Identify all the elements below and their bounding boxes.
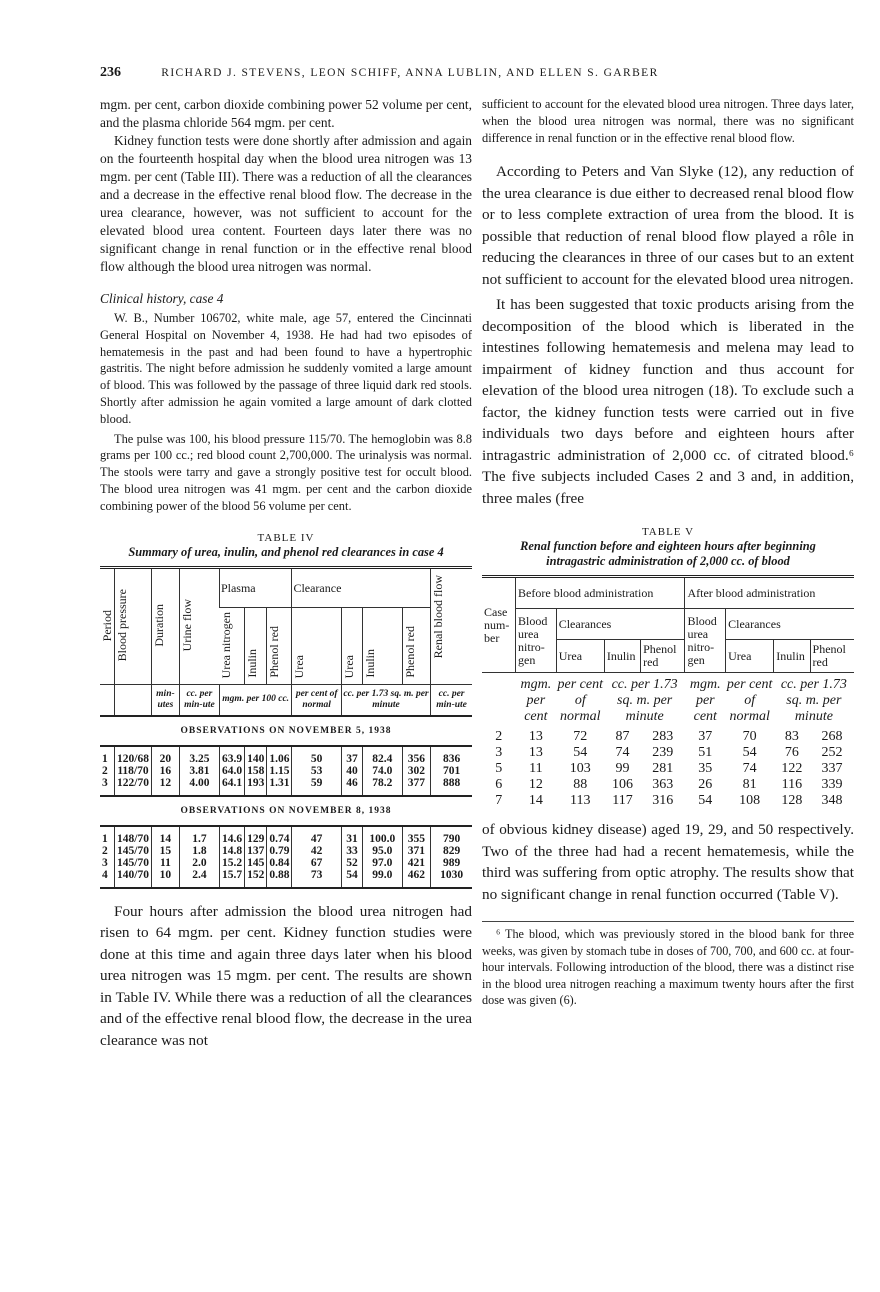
left-column <box>100 96 472 1051</box>
table-cell: 12 <box>151 777 179 796</box>
table-cell: 73 <box>292 869 341 888</box>
col-header: Urea <box>292 654 307 678</box>
table-cell: 13 <box>528 729 543 744</box>
paragraph: mgm. per cent, carbon dioxide combining power 52 volume per cent, and the plasma chloride 564 mgm. per cent. <box>100 97 472 130</box>
unit: per cent of normal <box>557 677 603 724</box>
table-cell: 88 <box>573 777 588 792</box>
table-cell: 78.2 <box>363 777 403 796</box>
table-cell: 46 <box>341 777 362 796</box>
table-cell: 2 <box>102 764 108 777</box>
table-cell: 54 <box>742 745 757 760</box>
table-cell: 54 <box>573 745 588 760</box>
table-cell: 355 <box>402 826 431 845</box>
table-cell: 40 <box>341 765 362 777</box>
section-title: OBSERVATIONS ON NOVEMBER 8, 1938 <box>100 796 472 826</box>
table-cell: 108 <box>739 793 761 808</box>
table-cell: 989 <box>431 857 472 869</box>
unit: cc. per 1.73 sq. m. per minute <box>611 677 678 724</box>
table-cell: 15 <box>151 845 179 857</box>
table-cell: 37 <box>698 729 713 744</box>
table-cell: 11 <box>529 761 543 776</box>
table-cell: 76 <box>784 745 799 760</box>
table-cell: 2.0 <box>179 857 219 869</box>
table-cell: 3 <box>495 745 503 760</box>
table-cell: 0.79 <box>267 845 292 857</box>
table-cell: 3.25 <box>179 746 219 765</box>
table-cell: 1.06 <box>267 746 292 765</box>
table-cell: 145/70 <box>115 845 152 857</box>
table-cell: 74.0 <box>363 765 403 777</box>
table-cell: 118/70 <box>115 765 152 777</box>
col-header: Inulin <box>245 649 260 678</box>
table-cell: 74 <box>742 761 757 776</box>
table-cell: 0.74 <box>267 826 292 845</box>
group-before: Before blood administration <box>516 577 685 609</box>
page-number: 236 <box>100 65 121 80</box>
table-cell: 67 <box>292 857 341 869</box>
table-cell: 421 <box>402 857 431 869</box>
table-cell: 790 <box>431 826 472 845</box>
col-header: Inulin <box>774 640 810 673</box>
table-cell: 97.0 <box>363 857 403 869</box>
table-cell: 99 <box>615 761 630 776</box>
table-cell: 95.0 <box>363 845 403 857</box>
table-cell: 122 <box>781 761 803 776</box>
table-cell: 117 <box>612 793 633 808</box>
table-cell: 3 <box>102 856 108 869</box>
table-row <box>482 745 854 761</box>
paragraph: W. B., Number 106702, white male, age 57, entered the Cincinnati General Hospital on November 4, 1938. He had had two episodes of hematemesis in the past and had been found to have a hypertrophic gastritis. The night before admission he suddenly vomited a large amount of blood. This was followed by the passage of three liquid dark red stools. Shortly after admission he again vomited a large amount of dark clotted blood. <box>100 311 472 426</box>
table-cell: 3.81 <box>179 765 219 777</box>
table-cell: 70 <box>742 729 757 744</box>
table-cell: 137 <box>245 845 267 857</box>
unit: cc. per 1.73 sq. m. per minute <box>341 684 430 716</box>
table-cell: 59 <box>292 777 341 796</box>
table-cell: 53 <box>292 765 341 777</box>
table-cell: 14.6 <box>219 826 244 845</box>
table-row <box>100 869 472 888</box>
page-body <box>100 96 855 1051</box>
table-cell: 140 <box>245 746 267 765</box>
table-cell: 836 <box>431 746 472 765</box>
paragraph: of obvious kidney disease) aged 19, 29, and 50 respectively. Two of the three had had a recent hematemesis, while the third was suffering from optic atrophy. The results show that no significant change in renal function occurred (Table V). <box>482 821 854 903</box>
table-row <box>100 765 472 777</box>
col-header: Urea <box>726 640 774 673</box>
table-row <box>482 729 854 745</box>
table-cell: 42 <box>292 845 341 857</box>
table-cell: 0.84 <box>267 857 292 869</box>
col-header: Inulin <box>604 640 640 673</box>
table-cell: 15.7 <box>219 869 244 888</box>
footnote-text: ⁶ The blood, which was previously stored in the blood bank for three weeks, was given by stomach tube in doses of 700, 700, and 600 cc. at four-hour intervals. Following introduction of the blood, there was a distinct rise in the blood urea nitrogen reaching a maximum twenty hours after the first dose was given (6). <box>482 927 854 1008</box>
table-cell: 14 <box>528 793 543 808</box>
col-header: Phenol red <box>267 626 282 678</box>
table-cell: 239 <box>652 745 674 760</box>
footnote <box>482 921 854 1009</box>
table-cell: 1.7 <box>179 826 219 845</box>
table-cell: 371 <box>402 845 431 857</box>
table-cell: 11 <box>151 857 179 869</box>
table-row <box>100 857 472 869</box>
col-header: Phenol red <box>402 626 417 678</box>
table-cell: 145/70 <box>115 857 152 869</box>
col-header: Period <box>100 609 114 641</box>
col-header: Phenol red <box>810 640 854 673</box>
table-cell: 2 <box>495 729 503 744</box>
table-cell: 51 <box>698 745 713 760</box>
table-cell: 83 <box>784 729 799 744</box>
col-header: Blood urea nitro-gen <box>516 609 557 673</box>
table-cell: 72 <box>573 729 588 744</box>
table-cell: 829 <box>431 845 472 857</box>
table-cell: 701 <box>431 765 472 777</box>
unit: cc. per min-ute <box>431 684 472 716</box>
paragraph: Kidney function tests were done shortly after admission and again on the fourteenth hospital day when the blood urea nitrogen was 13 mgm. per cent (Table III). There was a reduction of all the clearances and a decrease in the effective renal blood flow. The decrease in the urea clearance, however, was not sufficient to account for the elevated blood urea content. Fourteen days later there was no significant change in renal function or in the effective renal blood flow although the blood urea nitrogen was normal. <box>100 133 472 274</box>
table-cell: 4 <box>102 868 108 881</box>
table-cell: 82.4 <box>363 746 403 765</box>
subheading: Clinical history, case 4 <box>100 291 224 306</box>
group-clearance: Clearance <box>292 567 431 607</box>
table-cell: 103 <box>569 761 591 776</box>
col-header: Renal blood flow <box>431 574 446 658</box>
table5-caption <box>482 525 854 569</box>
table-cell: 20 <box>151 746 179 765</box>
table-cell: 99.0 <box>363 869 403 888</box>
table-cell: 268 <box>821 729 843 744</box>
table-cell: 4.00 <box>179 777 219 796</box>
table-cell: 888 <box>431 777 472 796</box>
paragraph: It has been suggested that toxic products arising from the decomposition of the blood which is liberated in the intestines following hematemesis and melena may lead to impairment of kidney function and thus account for elevation of the blood urea nitrogen (18). To exclude such a factor, the kidney function tests were carried out in five individuals two days before and eighteen hours after intragastric administration of 2,000 cc. of citrated blood.⁶ The five subjects included Cases 2 and 3 and, in addition, three males (free <box>482 296 854 507</box>
table-row <box>100 777 472 796</box>
authors: RICHARD J. STEVENS, LEON SCHIFF, ANNA LUBLIN, AND ELLEN S. GARBER <box>161 67 659 79</box>
table-cell: 54 <box>698 793 713 808</box>
table-title: Summary of urea, inulin, and phenol red clearances in case 4 <box>128 544 444 559</box>
table-row <box>482 793 854 809</box>
table-cell: 2 <box>102 844 108 857</box>
unit: per cent of normal <box>726 677 773 724</box>
table-cell: 63.9 <box>219 746 244 765</box>
table-cell: 5 <box>495 761 503 776</box>
table-row <box>100 845 472 857</box>
table-cell: 7 <box>495 793 503 808</box>
table-cell: 158 <box>245 765 267 777</box>
table-cell: 13 <box>528 745 543 760</box>
table-cell: 193 <box>245 777 267 796</box>
table-cell: 1 <box>102 832 108 845</box>
table-cell: 140/70 <box>115 869 152 888</box>
table-cell: 64.0 <box>219 765 244 777</box>
table-cell: 87 <box>615 729 630 744</box>
unit: mgm. per cent <box>520 677 552 724</box>
table-cell: 116 <box>781 777 803 792</box>
table-cell: 1.8 <box>179 845 219 857</box>
col-header: Urea <box>341 654 356 678</box>
section-title: OBSERVATIONS ON NOVEMBER 5, 1938 <box>100 716 472 746</box>
col-header: Blood urea nitro-gen <box>685 609 726 673</box>
table-cell: 348 <box>821 793 843 808</box>
col-header: Case num-ber <box>482 577 516 673</box>
table-cell: 16 <box>151 765 179 777</box>
col-header: Blood pressure <box>115 589 129 662</box>
group-plasma: Plasma <box>219 567 292 607</box>
table-row <box>482 761 854 777</box>
table-cell: 0.88 <box>267 869 292 888</box>
table-cell: 120/68 <box>115 746 152 765</box>
table-iv <box>100 566 472 889</box>
unit: mgm. per cent <box>689 677 721 724</box>
table-cell: 31 <box>341 826 362 845</box>
table-cell: 339 <box>821 777 843 792</box>
table-cell: 1030 <box>431 869 472 888</box>
col-header: Duration <box>151 603 166 647</box>
running-header <box>100 64 855 86</box>
table-title: Renal function before and eighteen hours after beginning intragastric administration of 2,000 cc. of blood <box>520 539 816 568</box>
table-cell: 50 <box>292 746 341 765</box>
table-cell: 128 <box>781 793 803 808</box>
table-cell: 47 <box>292 826 341 845</box>
table-row <box>482 777 854 793</box>
table-cell: 337 <box>821 761 843 776</box>
table-cell: 1.15 <box>267 765 292 777</box>
table-cell: 37 <box>341 746 362 765</box>
group-clearances: Clearances <box>556 609 685 640</box>
table-cell: 377 <box>402 777 431 796</box>
table-cell: 152 <box>245 869 267 888</box>
table-cell: 12 <box>528 777 543 792</box>
paragraph: sufficient to account for the elevated blood urea nitrogen. Three days later, when the blood urea nitrogen was normal, there was no significant difference in renal function or in the effective renal blood flow. <box>482 97 854 145</box>
table-cell: 148/70 <box>115 826 152 845</box>
table-row <box>100 746 472 765</box>
table-cell: 14.8 <box>219 845 244 857</box>
unit: cc. per 1.73 sq. m. per minute <box>780 677 847 724</box>
table-cell: 316 <box>652 793 674 808</box>
paragraph: Four hours after admission the blood urea nitrogen had risen to 64 mgm. per cent. Kidney function studies were done at this time and again three days later when his blood urea nitrogen was 15 mgm. per cent. The results are shown in Table IV. While there was a reduction of all the clearances and of the effective renal blood flow, the decrease in the urea clearance was not <box>100 902 472 1049</box>
table-cell: 252 <box>821 745 843 760</box>
table-label: TABLE IV <box>257 531 315 544</box>
table-cell: 281 <box>652 761 674 776</box>
table-cell: 74 <box>615 745 630 760</box>
table-cell: 6 <box>495 777 503 792</box>
table-cell: 122/70 <box>115 777 152 796</box>
table-cell: 129 <box>245 826 267 845</box>
table-cell: 1 <box>102 752 108 765</box>
table4-caption <box>100 531 472 560</box>
table-cell: 283 <box>652 729 674 744</box>
table-cell: 302 <box>402 765 431 777</box>
table-cell: 54 <box>341 869 362 888</box>
table-cell: 2.4 <box>179 869 219 888</box>
table-cell: 35 <box>698 761 713 776</box>
table-cell: 81 <box>742 777 757 792</box>
table-cell: 26 <box>698 777 713 792</box>
col-header: Urea nitrogen <box>219 611 234 678</box>
table-cell: 356 <box>402 746 431 765</box>
table-cell: 64.1 <box>219 777 244 796</box>
col-header: Phenol red <box>641 640 685 673</box>
unit: cc. per min-ute <box>179 684 219 716</box>
table-cell: 113 <box>570 793 591 808</box>
table-cell: 462 <box>402 869 431 888</box>
table-cell: 145 <box>245 857 267 869</box>
group-after: After blood administration <box>685 577 854 609</box>
paragraph: The pulse was 100, his blood pressure 115/70. The hemoglobin was 8.8 grams per 100 cc.; red blood count 2,700,000. The urinalysis was normal. The stools were tarry and gave a strongly positive test for occult blood. The blood urea nitrogen was 41 mgm. per cent and the carbon dioxide combining power of the blood 56 volume per cent. <box>100 431 472 513</box>
col-header: Urine flow <box>179 599 194 652</box>
col-header: Urea <box>556 640 604 673</box>
unit: min-utes <box>151 684 179 716</box>
table-cell: 100.0 <box>363 826 403 845</box>
unit: per cent of normal <box>292 684 341 716</box>
table-cell: 106 <box>611 777 633 792</box>
paragraph: According to Peters and Van Slyke (12), any reduction of the urea clearance is due either to decreased renal blood flow or to less complete extraction of urea from the blood. It is possible that reduction of renal blood flow played a rôle in reducing the clearances in three of our cases but to an extent not sufficient to account for the elevated blood urea nitrogen. <box>482 163 854 288</box>
table-cell: 15.2 <box>219 857 244 869</box>
table-cell: 14 <box>151 826 179 845</box>
table-cell: 10 <box>151 869 179 888</box>
table-cell: 363 <box>652 777 674 792</box>
col-header: Inulin <box>363 649 378 678</box>
table-v <box>482 575 854 809</box>
table-row <box>100 826 472 845</box>
table-cell: 33 <box>341 845 362 857</box>
table-label: TABLE V <box>641 526 695 538</box>
group-clearances: Clearances <box>726 609 854 640</box>
table-cell: 1.31 <box>267 777 292 796</box>
unit: mgm. per 100 cc. <box>219 684 292 716</box>
right-column <box>482 96 854 1009</box>
table-cell: 3 <box>102 776 108 789</box>
table-cell: 52 <box>341 857 362 869</box>
